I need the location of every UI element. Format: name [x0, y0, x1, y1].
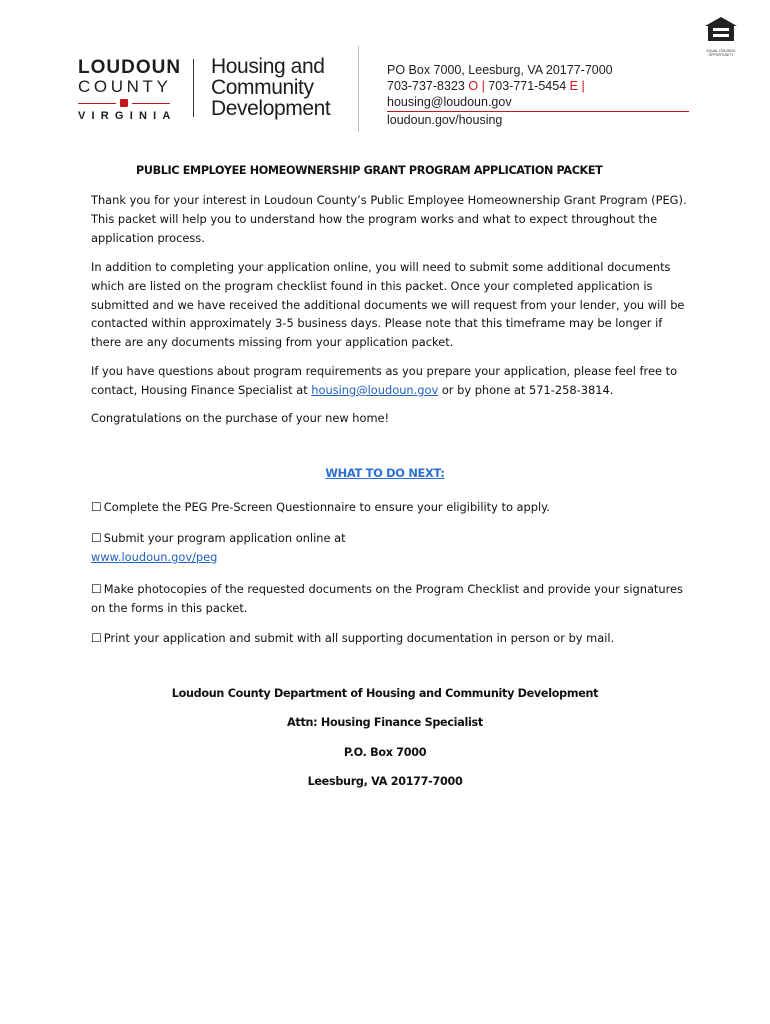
checkbox-icon: ☐	[91, 531, 102, 545]
office-prefix: O	[468, 79, 479, 93]
mailing-address-pobox: P.O. Box 7000	[343, 746, 427, 759]
checklist-item	[91, 529, 691, 567]
logo-county: COUNTY	[78, 77, 172, 96]
contact-phones: 703-737-8323 O | 703-771-5454 E | housing@loudoun.gov	[387, 78, 689, 112]
checkbox-icon: ☐	[91, 500, 102, 514]
equal-housing-caption: EQUAL HOUSING OPPORTUNITY	[706, 49, 736, 57]
contact-email[interactable]: housing@loudoun.gov	[387, 95, 512, 109]
checklist-item-text: Complete the PEG Pre-Screen Questionnaire to ensure your eligibility to apply.	[103, 500, 550, 514]
contact-phone: 703-737-8323	[387, 79, 465, 93]
checklist-item-text: Submit your program application online at	[103, 531, 346, 545]
email-prefix: E	[569, 79, 578, 93]
contact-block	[387, 62, 689, 128]
mailing-address-attn: Attn: Housing Finance Specialist	[287, 716, 483, 729]
mailing-address-department: Loudoun County Department of Housing and Community Development	[171, 687, 599, 700]
instructions-paragraph: In addition to completing your application online, you will need to submit some additional documents which are listed on the program checklist found in this packet. Once your completed application is submitted and we have received the additional documents we will request from your lender, you will be contacted within approximately 3-5 business days. Please note that this timeframe may be longer if there are any documents missing from your application packet.	[91, 260, 685, 350]
logo-divider-line	[193, 59, 194, 117]
peg-website-link[interactable]: www.loudoun.gov/peg	[91, 549, 218, 564]
department-line2: Community	[211, 76, 314, 99]
logo-divider	[78, 99, 174, 107]
logo-loudoun: LOUDOUN	[78, 57, 182, 78]
housing-email-link[interactable]: housing@loudoun.gov	[311, 382, 439, 397]
questions-phone-text: or by phone at 571-258-3814.	[438, 382, 614, 397]
intro-paragraph: Thank you for your interest in Loudoun County’s Public Employee Homeownership Grant Program (PEG). This packet will help you to understand how the program works and what to expect throughout the application process.	[91, 193, 687, 245]
congratulations-paragraph: Congratulations on the purchase of your new home!	[91, 411, 390, 425]
checklist-item	[91, 498, 691, 517]
checkbox-icon: ☐	[91, 582, 102, 596]
checklist-item-text: Print your application and submit with all supporting documentation in person or by mail.	[103, 631, 615, 645]
mailing-address-city: Leesburg, VA 20177-7000	[307, 775, 463, 788]
contact-website[interactable]: loudoun.gov/housing	[387, 113, 503, 127]
contact-office-phone: 703-771-5454	[488, 79, 567, 93]
document-title: PUBLIC EMPLOYEE HOMEOWNERSHIP GRANT PROGRAM APPLICATION PACKET	[136, 164, 603, 177]
county-seal-icon	[120, 99, 128, 107]
logo-virginia: VIRGINIA	[78, 110, 177, 122]
checklist-item	[91, 580, 691, 618]
department-line1: Housing and	[211, 55, 325, 78]
questions-paragraph	[91, 362, 691, 400]
equal-housing-logo	[703, 16, 739, 57]
checkbox-icon: ☐	[91, 631, 102, 645]
department-line3: Development	[211, 97, 331, 120]
checklist-item-text: Make photocopies of the requested documents on the Program Checklist and provide your signatures on the forms in this packet.	[91, 582, 683, 615]
what-to-do-next-heading: WHAT TO DO NEXT:	[325, 466, 445, 480]
header-divider-line	[358, 46, 359, 132]
equal-housing-icon	[703, 16, 739, 44]
department-name	[211, 56, 330, 119]
questions-text: If you have questions about program requirements as you prepare your application, please feel free to contact, Housing Finance Specialist at	[91, 364, 678, 397]
loudoun-county-logo	[78, 57, 182, 123]
checklist-item	[91, 629, 691, 648]
contact-address: PO Box 7000, Leesburg, VA 20177-7000	[387, 63, 613, 77]
